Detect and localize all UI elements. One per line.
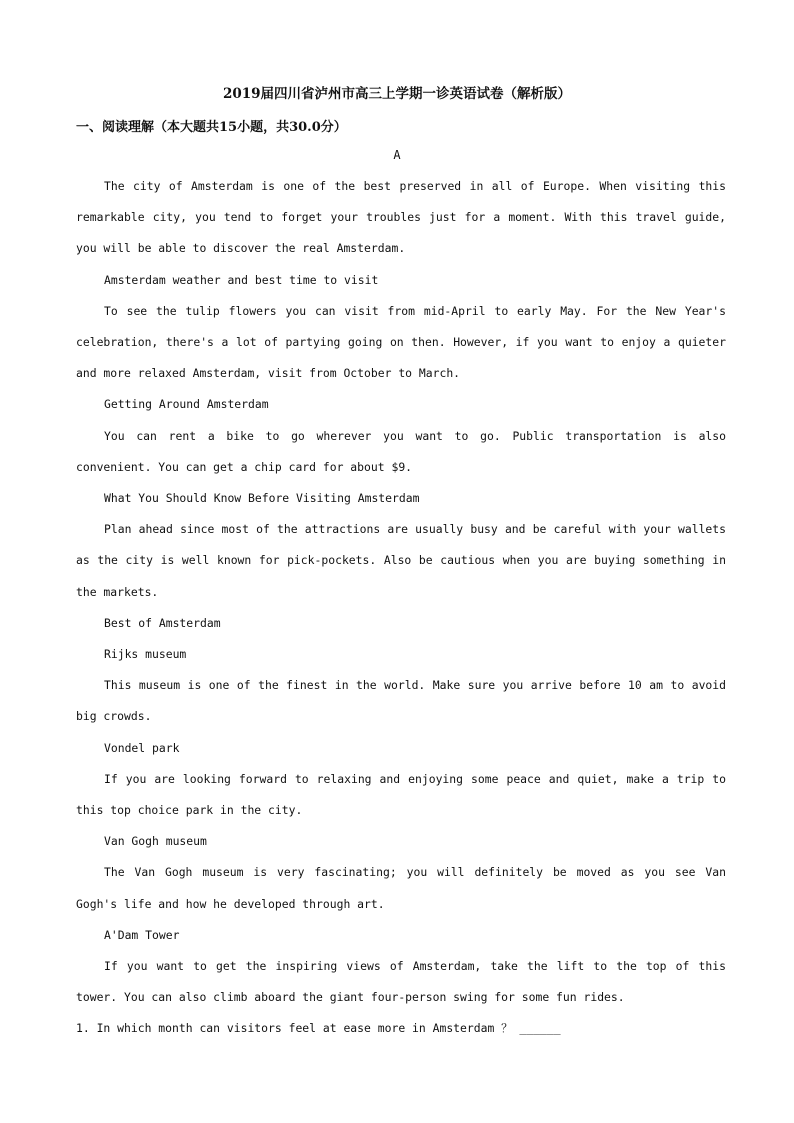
- know-before-heading: What You Should Know Before Visiting Amsterdam: [104, 491, 420, 506]
- question-1: 1. In which month can visitors feel at ease more in Amsterdam ？ ______: [76, 1021, 561, 1036]
- intro-paragraph: The city of Amsterdam is one of the best preserved in all of Europe. When visiting this remarkable city, you tend to forget your troubles just for a moment. With this travel guide, you will be able to discover the real Amsterdam.: [76, 179, 726, 256]
- adam-tower-paragraph: If you want to get the inspiring views of Amsterdam, take the lift to the top of this tower. You can also climb aboard the giant four-person swing for some fun rides.: [76, 959, 726, 1005]
- weather-paragraph: To see the tulip flowers you can visit from mid-April to early May. For the New Year's celebration, there's a lot of partying going on then. However, if you want to enjoy a quieter and more relaxed Amsterdam, visit from October to March.: [76, 303, 726, 381]
- know-before-paragraph: Plan ahead since most of the attractions are usually busy and be careful with your wallets as the city is well known for pick-pockets. Also be cautious when you are buying something in the markets.: [76, 522, 726, 599]
- passage-body: [76, 171, 726, 1045]
- vangogh-heading: Van Gogh museum: [104, 834, 207, 849]
- rijks-paragraph: This museum is one of the finest in the world. Make sure you arrive before 10 am to avoid big crowds.: [76, 678, 726, 724]
- best-of-heading: Best of Amsterdam: [104, 615, 221, 630]
- getting-around-heading: Getting Around Amsterdam: [104, 397, 269, 412]
- passage-letter: A: [393, 148, 401, 162]
- vangogh-paragraph: The Van Gogh museum is very fascinating; you will definitely be moved as you see Van Gogh's life and how he developed through art.: [76, 865, 726, 911]
- adam-tower-heading: A'Dam Tower: [104, 927, 180, 942]
- vondel-paragraph: If you are looking forward to relaxing and enjoying some peace and quiet, make a trip to this top choice park in the city.: [76, 771, 726, 818]
- vondel-heading: Vondel park: [104, 740, 180, 755]
- section-heading: 一、阅读理解（本大题共15小题，共30.0分）: [76, 120, 347, 135]
- getting-around-paragraph: You can rent a bike to go wherever you want to go. Public transportation is also convenient. You can get a chip card for about $9.: [76, 428, 726, 474]
- page-title: 2019届四川省泸州市高三上学期一诊英语试卷（解析版）: [222, 86, 572, 102]
- rijks-heading: Rijks museum: [104, 647, 187, 662]
- weather-heading: Amsterdam weather and best time to visit: [104, 272, 379, 287]
